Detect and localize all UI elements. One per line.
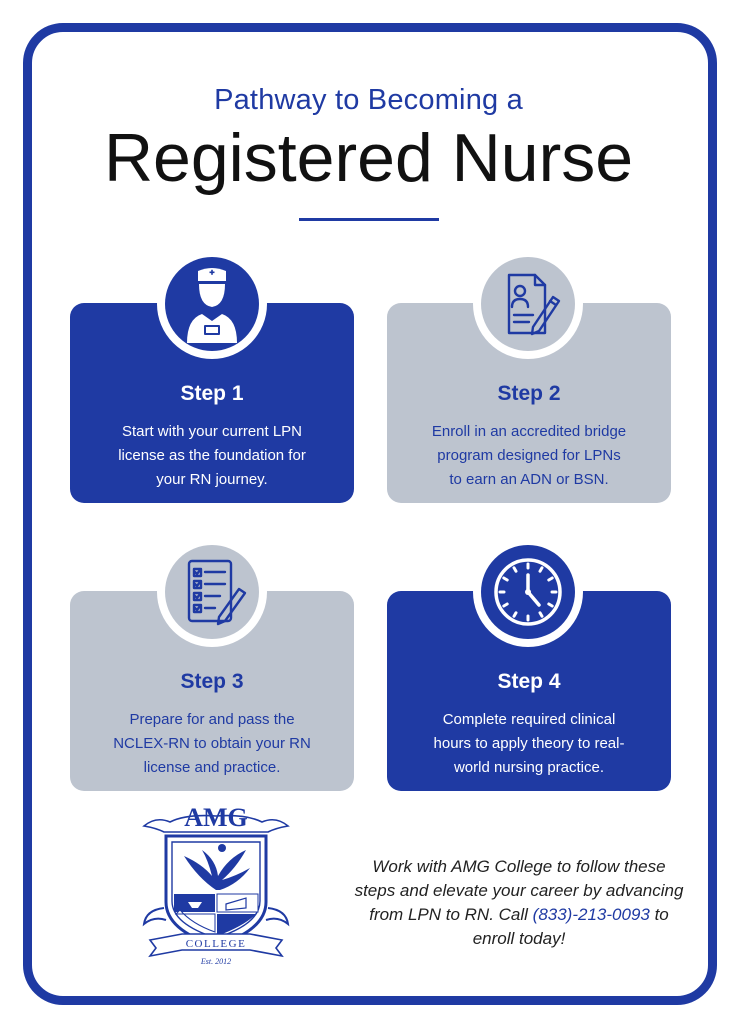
- step-4-line-3: world nursing practice.: [453, 759, 605, 776]
- amg-college-logo: [136, 798, 296, 975]
- step-1-description: [90, 420, 334, 492]
- cta-line-4: enroll today!: [472, 929, 566, 948]
- nurse-icon: [165, 257, 259, 351]
- page-subtitle: Pathway to Becoming a: [214, 84, 523, 116]
- clock-icon: [481, 545, 575, 639]
- step-3-line-3: license and practice.: [143, 759, 281, 776]
- step-2-line-2: program designed for LPNs: [437, 447, 621, 464]
- step-4-title: Step 4: [497, 670, 561, 693]
- step-3-title: Step 3: [180, 670, 244, 693]
- call-to-action: [336, 855, 702, 951]
- step-2-line-1: Enroll in an accredited bridge: [431, 423, 627, 440]
- logo-est-text: Est. 2012: [200, 957, 232, 966]
- step-2-description: [407, 420, 651, 492]
- logo-amg-text: AMG: [184, 803, 248, 832]
- step-3-description: [90, 708, 334, 780]
- step-3-line-1: Prepare for and pass the: [129, 711, 295, 728]
- step-4-line-1: Complete required clinical: [442, 711, 616, 728]
- cta-line-3-start: from LPN to RN. Call: [369, 905, 533, 924]
- document-pen-icon: [481, 257, 575, 351]
- crest-icon: [136, 798, 296, 970]
- step-4-badge: [473, 537, 583, 647]
- cta-line-3-end: to: [649, 905, 669, 924]
- step-1-line-1: Start with your current LPN: [121, 423, 303, 440]
- step-2-badge: [473, 249, 583, 359]
- step-1-line-3: your RN journey.: [156, 471, 268, 488]
- phone-number-link[interactable]: (833)-213-0093: [532, 905, 650, 924]
- step-1-line-2: license as the foundation for: [118, 447, 306, 464]
- step-4-description: [407, 708, 651, 780]
- step-1-badge: [157, 249, 267, 359]
- page-title: Registered Nurse: [103, 120, 634, 196]
- step-2-line-3: to earn an ADN or BSN.: [449, 471, 609, 488]
- step-3-line-2: NCLEX-RN to obtain your RN: [113, 735, 311, 752]
- cta-line-2: steps and elevate your career by advancing: [354, 881, 684, 900]
- title-divider: [299, 218, 439, 221]
- step-4-line-2: hours to apply theory to real-: [433, 735, 625, 752]
- logo-college-text: COLLEGE: [185, 938, 247, 950]
- step-1-title: Step 1: [180, 382, 244, 405]
- cta-line-3: [336, 903, 702, 927]
- step-2-title: Step 2: [497, 382, 561, 405]
- step-3-badge: [157, 537, 267, 647]
- cta-line-1: Work with AMG College to follow these: [372, 857, 666, 876]
- checklist-icon: [165, 545, 259, 639]
